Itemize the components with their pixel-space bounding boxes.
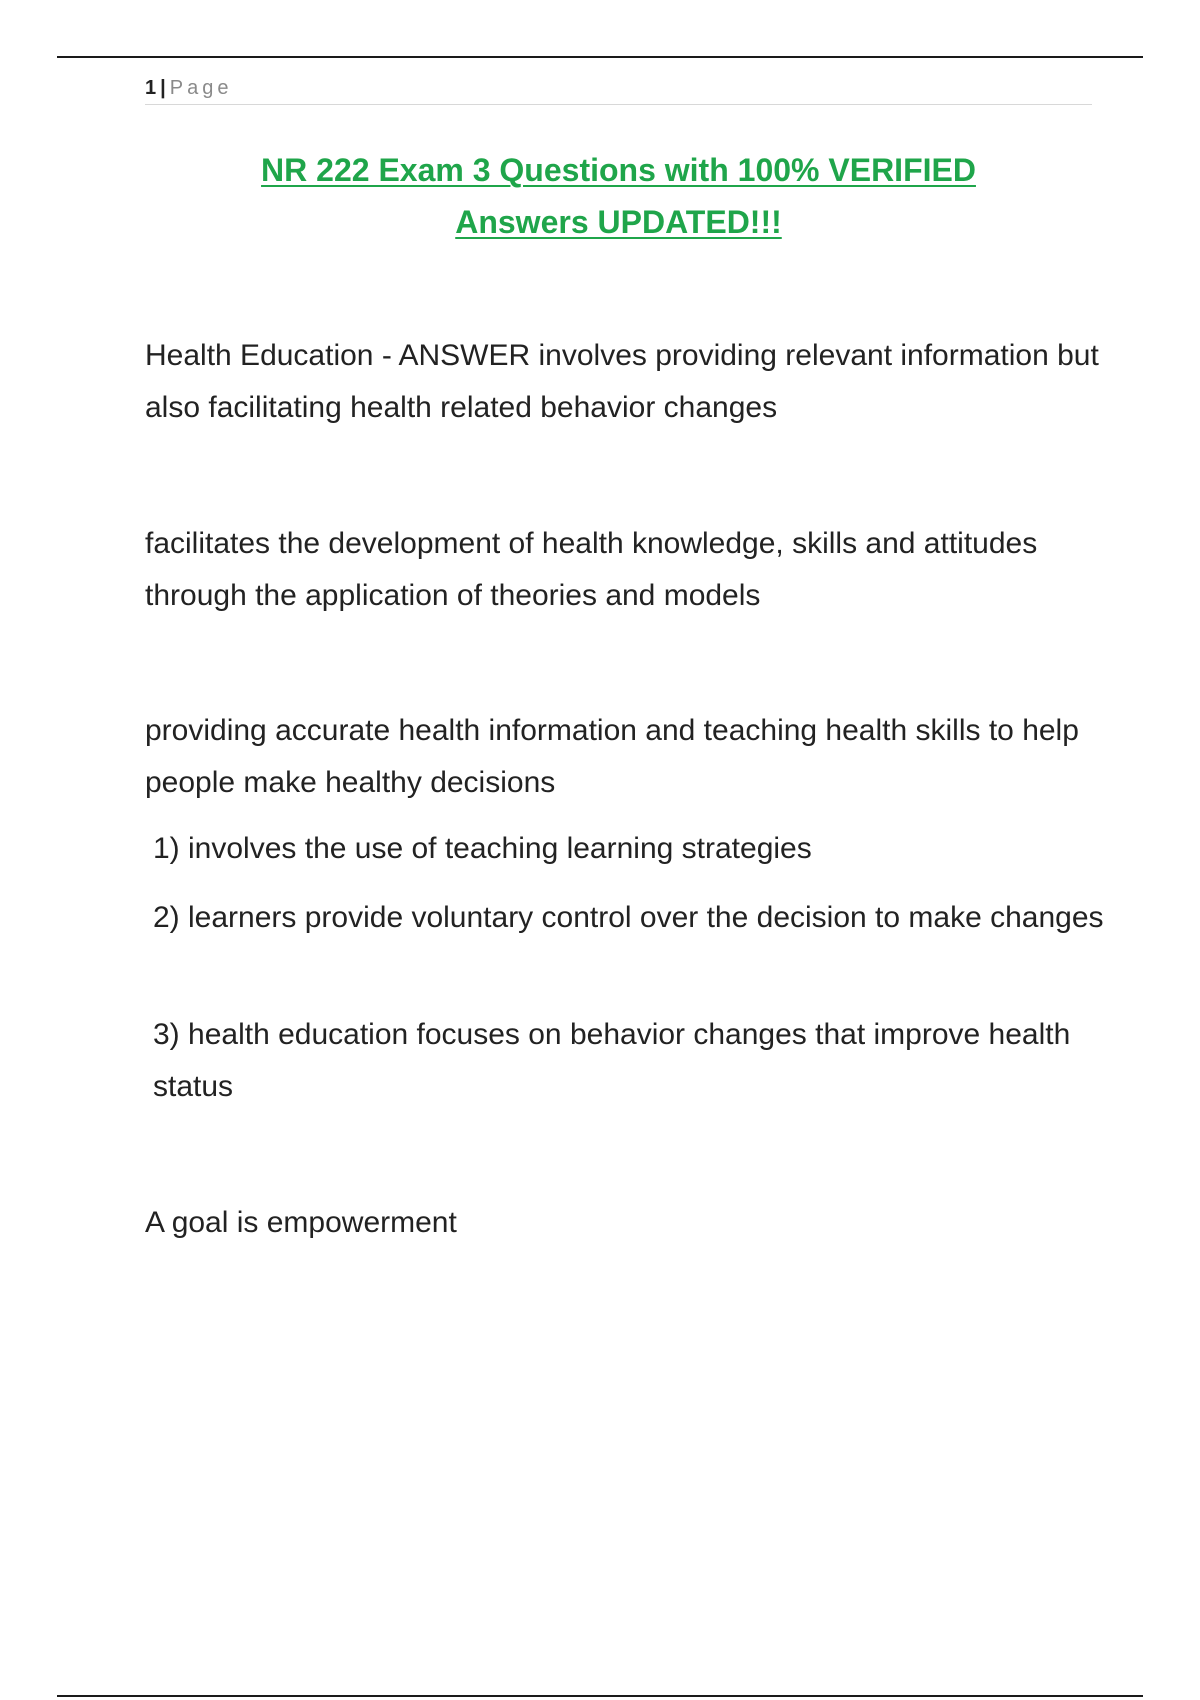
- page-number: 1: [145, 77, 157, 99]
- list-item-3: 3) health education focuses on behavior changes that improve health status: [153, 1018, 1071, 1103]
- list-item-2: 2) learners provide voluntary control over the decision to make changes: [153, 901, 1104, 934]
- page-separator: |: [160, 77, 166, 99]
- page-header: [145, 72, 1092, 105]
- paragraph-development: facilitates the development of health knowledge, skills and attitudes through the application of theories and models: [145, 527, 1038, 612]
- top-border-line: [57, 56, 1143, 58]
- list-item-1: 1) involves the use of teaching learning strategies: [153, 832, 812, 865]
- document-title-line-1: NR 222 Exam 3 Questions with 100% VERIFIED: [261, 152, 976, 188]
- document-title-line-2: Answers UPDATED!!!: [455, 204, 782, 240]
- paragraph-accurate-information: providing accurate health information and teaching health skills to help people make healthy decisions: [145, 714, 1079, 799]
- paragraph-goal: A goal is empowerment: [145, 1206, 457, 1239]
- document-title: [145, 144, 1092, 248]
- page-label: Page: [169, 77, 233, 99]
- bottom-border-line: [57, 1695, 1143, 1697]
- paragraph-health-education: Health Education - ANSWER involves providing relevant information but also facilitating health related behavior changes: [145, 339, 1099, 424]
